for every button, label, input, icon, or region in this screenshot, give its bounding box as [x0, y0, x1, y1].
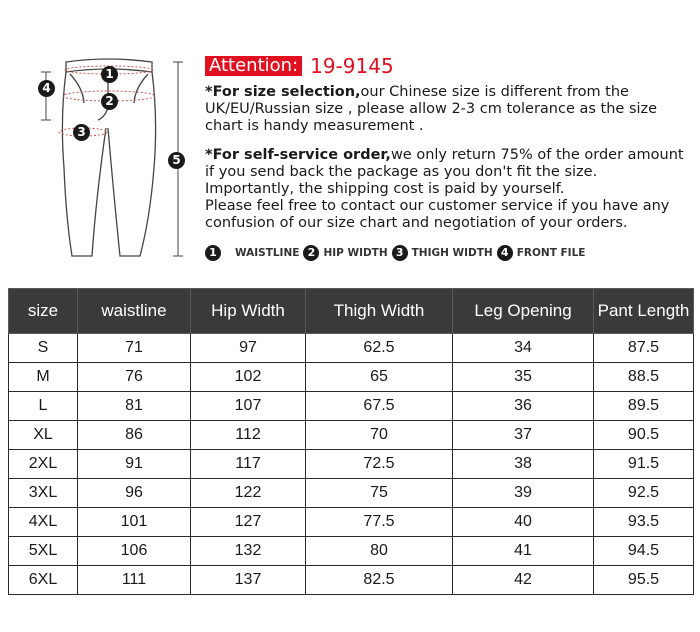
self-service-text: we only return 75% of the order amount if you send back the package as you don't fit the size. — [205, 147, 684, 180]
measurement-legend — [205, 245, 589, 261]
cell-hip-width: 132 — [191, 537, 306, 566]
cell-hip-width: 97 — [191, 334, 306, 363]
size-chart-table — [8, 288, 694, 595]
table-row — [9, 392, 694, 421]
cell-size: XL — [9, 421, 78, 450]
cell-pant-length: 93.5 — [594, 508, 694, 537]
cell-thigh-width: 72.5 — [306, 450, 453, 479]
cell-waistline: 76 — [78, 363, 191, 392]
size-selection-heading: *For size selection, — [205, 84, 361, 100]
cell-waistline: 111 — [78, 566, 191, 595]
cell-waistline: 71 — [78, 334, 191, 363]
legend-label: FRONT FILE — [516, 247, 586, 259]
cell-size: 4XL — [9, 508, 78, 537]
self-service-heading: *For self-service order, — [205, 147, 391, 163]
cell-size: S — [9, 334, 78, 363]
cell-hip-width: 107 — [191, 392, 306, 421]
table-row — [9, 537, 694, 566]
cell-size: 3XL — [9, 479, 78, 508]
marker-3: 3 — [73, 124, 90, 141]
table-row — [9, 479, 694, 508]
cell-hip-width: 117 — [191, 450, 306, 479]
legend-label: HIP WIDTH — [323, 247, 388, 259]
cell-pant-length: 90.5 — [594, 421, 694, 450]
cell-pant-length: 89.5 — [594, 392, 694, 421]
marker-1: 1 — [101, 66, 118, 83]
header-waistline: waistline — [78, 289, 191, 334]
cell-hip-width: 102 — [191, 363, 306, 392]
cell-pant-length: 95.5 — [594, 566, 694, 595]
table-row — [9, 566, 694, 595]
cell-thigh-width: 82.5 — [306, 566, 453, 595]
cell-leg-opening: 42 — [453, 566, 594, 595]
table-row — [9, 421, 694, 450]
cell-hip-width: 122 — [191, 479, 306, 508]
header-hip-width: Hip Width — [191, 289, 306, 334]
marker-4: 4 — [38, 80, 55, 97]
cell-hip-width: 137 — [191, 566, 306, 595]
table-row — [9, 334, 694, 363]
cell-pant-length: 88.5 — [594, 363, 694, 392]
cell-pant-length: 94.5 — [594, 537, 694, 566]
legend-label: WAISTLINE — [235, 247, 300, 259]
cell-hip-width: 112 — [191, 421, 306, 450]
contact-text: Please feel free to contact our customer service if you have any confusion of our size chart and negotiation of your orders. — [205, 198, 670, 231]
header-pant-length: Pant Length — [594, 289, 694, 334]
marker-5: 5 — [168, 152, 185, 169]
marker-2: 2 — [101, 93, 118, 110]
attention-row — [205, 54, 695, 78]
cell-waistline: 96 — [78, 479, 191, 508]
cell-leg-opening: 39 — [453, 479, 594, 508]
cell-size: M — [9, 363, 78, 392]
header-size: size — [9, 289, 78, 334]
cell-leg-opening: 37 — [453, 421, 594, 450]
legend-item-front-file — [497, 245, 586, 261]
cell-size: 6XL — [9, 566, 78, 595]
legend-label: THIGH WIDTH — [411, 247, 493, 259]
cell-size: L — [9, 392, 78, 421]
legend-num: 3 — [392, 245, 408, 261]
cell-leg-opening: 41 — [453, 537, 594, 566]
legend-num: 4 — [497, 245, 513, 261]
cell-size: 5XL — [9, 537, 78, 566]
size-selection-note — [205, 84, 695, 135]
legend-item-waistline — [205, 245, 299, 261]
cell-pant-length: 92.5 — [594, 479, 694, 508]
cell-leg-opening: 40 — [453, 508, 594, 537]
self-service-note — [205, 147, 695, 232]
cell-waistline: 91 — [78, 450, 191, 479]
cell-leg-opening: 36 — [453, 392, 594, 421]
cell-waistline: 86 — [78, 421, 191, 450]
cell-thigh-width: 62.5 — [306, 334, 453, 363]
cell-size: 2XL — [9, 450, 78, 479]
cell-thigh-width: 75 — [306, 479, 453, 508]
size-selection-text: our Chinese size is different from the UK/EU/Russian size , please allow 2-3 cm tolerance as the size chart is handy measurement . — [205, 84, 658, 134]
cell-thigh-width: 67.5 — [306, 392, 453, 421]
legend-item-hip-width — [303, 245, 387, 261]
legend-num: 2 — [303, 245, 319, 261]
cell-thigh-width: 65 — [306, 363, 453, 392]
cell-waistline: 101 — [78, 508, 191, 537]
table-row — [9, 508, 694, 537]
cell-leg-opening: 38 — [453, 450, 594, 479]
table-row — [9, 450, 694, 479]
shipping-text: Importantly, the shipping cost is paid by yourself. — [205, 181, 565, 197]
info-panel — [205, 54, 695, 259]
cell-hip-width: 127 — [191, 508, 306, 537]
cell-pant-length: 91.5 — [594, 450, 694, 479]
cell-waistline: 81 — [78, 392, 191, 421]
cell-thigh-width: 80 — [306, 537, 453, 566]
header-leg-opening: Leg Opening — [453, 289, 594, 334]
header-thigh-width: Thigh Width — [306, 289, 453, 334]
cell-leg-opening: 35 — [453, 363, 594, 392]
legend-num: 1 — [205, 245, 221, 261]
cell-thigh-width: 70 — [306, 421, 453, 450]
table-row — [9, 363, 694, 392]
cell-leg-opening: 34 — [453, 334, 594, 363]
table-header-row — [9, 289, 694, 334]
cell-pant-length: 87.5 — [594, 334, 694, 363]
attention-code: 19-9145 — [310, 54, 394, 78]
attention-label: Attention: — [205, 56, 302, 76]
legend-item-thigh-width — [392, 245, 493, 261]
cell-thigh-width: 77.5 — [306, 508, 453, 537]
pants-diagram — [28, 48, 198, 278]
cell-waistline: 106 — [78, 537, 191, 566]
